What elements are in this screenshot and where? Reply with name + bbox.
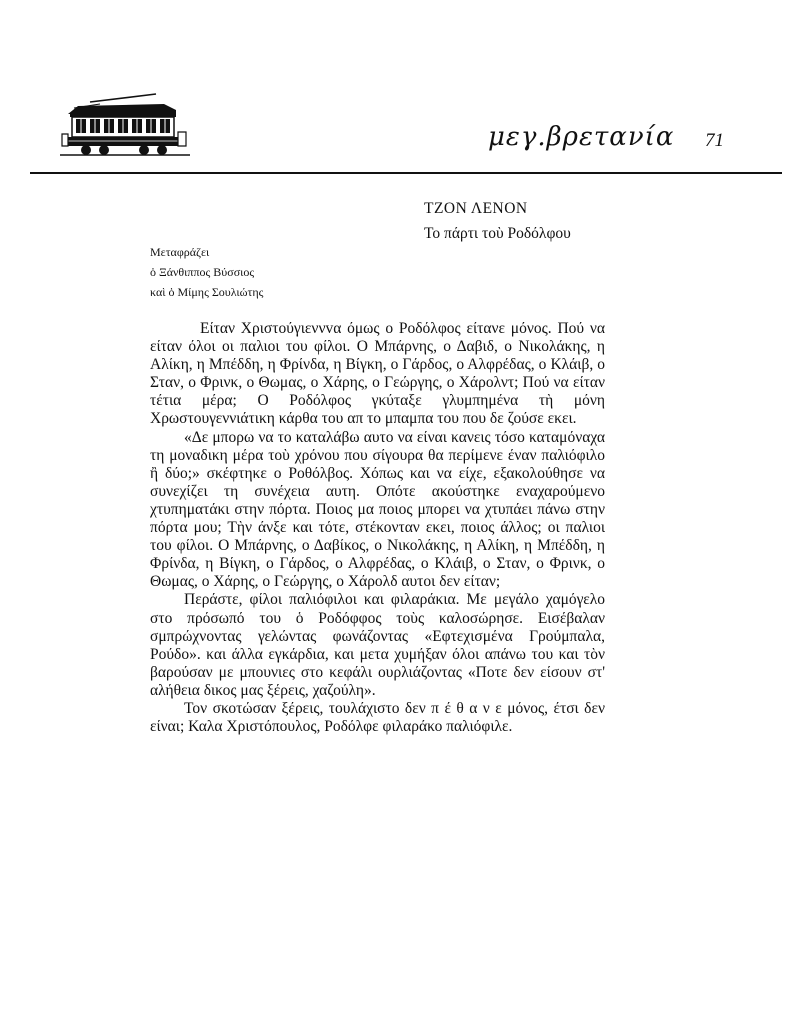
tram-icon xyxy=(60,92,190,158)
page-number: 71 xyxy=(705,130,724,151)
story-text xyxy=(150,320,605,736)
paragraph: Τον σκοτώσαν ξέρεις, τουλάχιστο δεν π έ θ α ν ε μόνος, έτσι δεν είναι; Καλα Χριστόπουλος, Ροδόλφε φιλαράκο παλιόφιλε. xyxy=(150,699,605,736)
running-title: μεγ.βρετανία xyxy=(488,122,675,152)
paragraph: Είταν Χριστούγιεννvα όμως ο Ροδόλφος είτανε μόνος. Πού να είταν όλοι οι παλιοι του φίλοι. Ο Μπάρνης, ο Δαβιδ, ο Νικολάκης, η Αλίκη, η Μπέδδη, η Φρίνδα, η Βίγκη, ο Γάρδος, ο Αλφρέδας, ο Κλάιβ, ο Σταν, ο Φρινκ, ο Θωμας, ο Χάρης, ο Γεώργης, ο Χάρολντ; Πού να είταν τέτια μέρα; Ο Ροδόλφος γκύταξε γλυμπημένα τὴ μόνη Χρωστουγεννιάτικη κάρθα του απ το μπαμπα του που δε ζούσε εκει. xyxy=(150,320,605,428)
paragraph: Περάστε, φίλοι παλιόφιλοι και φιλαράκια. Με μεγάλο χαμόγελο στο πρόσωπό του ὁ Ροδόφφος τοὺς καλοσώρησε. Εισέβαλαν σμπρώχνοντας γελώντας φωνάζοντας «Εφτεχισμένα Γρούμπαλα, Ρούδο». και άλλα εγκάρδια, και μετα χυμήξαν όλοι απάνω του και τὸν βαρούσαν με μπουνιες στο κεφάλι ουρλιάζοντας «Ποτε δεν είσουν στ' αλήθεια δικος μας ξέρεις, χαζούλη». xyxy=(150,591,605,699)
translator-credits xyxy=(150,242,263,302)
credits-line: Μεταφράζει xyxy=(150,245,210,259)
credits-line: ὁ Ξάνθιππος Βύσσιος xyxy=(150,265,255,279)
work-title: Το πάρτι τοὺ Ροδόλφου xyxy=(424,225,571,242)
credits-line: καὶ ὁ Μίμης Σουλιώτης xyxy=(150,285,264,299)
author-name: ΤΖΟΝ ΛΕΝΟΝ xyxy=(424,200,528,217)
paragraph: «Δε μπορω να το καταλάβω αυτο να είναι κανεις τόσο καταμόναχα τη μοναδικη μέρα τοὺ χρόνου που σίγουρα θα περίμενε έναν παλιόφιλο ἢ δύο;» σκέφτηκε ο Ροθόλβος. Χόπως και να είχε, εξακολούθησε να συνεχίζει τη συνέχεια αυτη. Οπότε ακούστηκε εναχαρούμενο χτυπηματάκι στην πόρτα. Ποιος μα ποιος μπορει να χτυπάει πάνω στην πόρτα μου; Τὴν άνξε και τότε, στέκονταν εκει, ποιος άλλος; οι παλιοι του φίλοι. Ο Μπάρνης, ο Δαβίκος, ο Νικολάκης, η Αλίκη, η Μπέδδη, η Φρίνδα, η Βίγκη, ο Γάρδος, ο Αλφρέδας, ο Κλάιβ, ο Σταν, ο Φρινκ, ο Θωμας, ο Χάρης, ο Γεώργης, ο Χάρολδ αυτοι δεν είταν; xyxy=(150,428,605,591)
header-divider xyxy=(30,172,782,174)
